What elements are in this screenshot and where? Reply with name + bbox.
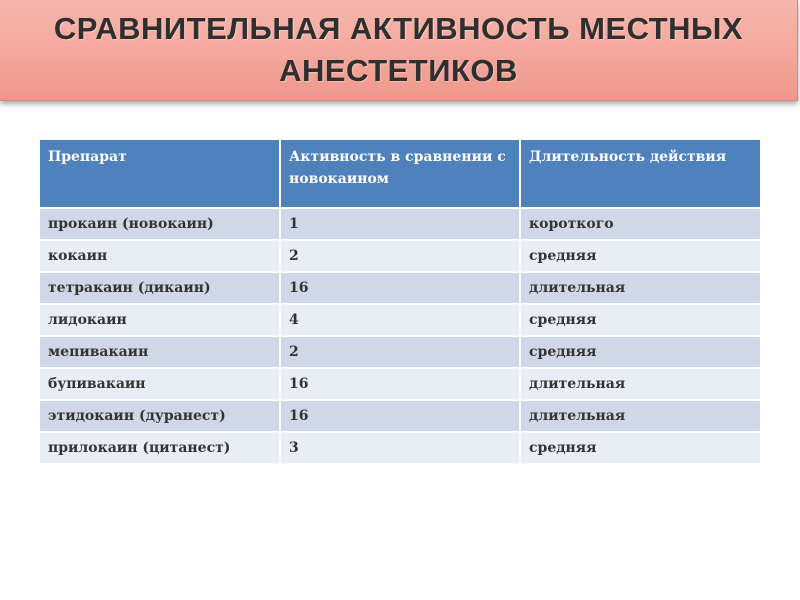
cell-drug: прилокаин (цитанест): [40, 432, 280, 464]
cell-duration: длительная: [520, 400, 760, 432]
table-row: [40, 336, 760, 368]
cell-activity: 4: [280, 304, 520, 336]
cell-drug: тетракаин (дикаин): [40, 272, 280, 304]
table-row: [40, 208, 760, 240]
table-row: [40, 400, 760, 432]
cell-duration: длительная: [520, 272, 760, 304]
table-row: [40, 304, 760, 336]
cell-activity: 2: [280, 336, 520, 368]
header-duration: Длительность действия: [520, 140, 760, 208]
cell-drug: кокаин: [40, 240, 280, 272]
table-row: [40, 240, 760, 272]
cell-drug: бупивакаин: [40, 368, 280, 400]
cell-activity: 16: [280, 272, 520, 304]
cell-activity: 1: [280, 208, 520, 240]
cell-duration: короткого: [520, 208, 760, 240]
cell-drug: этидокаин (дуранест): [40, 400, 280, 432]
table-row: [40, 432, 760, 464]
table-row: [40, 368, 760, 400]
title-banner: [0, 0, 798, 101]
header-activity: Активность в сравнении с новокаином: [280, 140, 520, 208]
cell-duration: средняя: [520, 304, 760, 336]
anesthetics-table: [40, 140, 760, 465]
cell-duration: длительная: [520, 368, 760, 400]
cell-activity: 16: [280, 368, 520, 400]
table-header-row: [40, 140, 760, 208]
cell-duration: средняя: [520, 432, 760, 464]
slide-title: СРАВНИТЕЛЬНАЯ АКТИВНОСТЬ МЕСТНЫХ АНЕСТЕТИКОВ: [53, 11, 744, 88]
table-row: [40, 272, 760, 304]
table-container: [40, 140, 760, 465]
cell-duration: средняя: [520, 240, 760, 272]
header-drug: Препарат: [40, 140, 280, 208]
cell-activity: 16: [280, 400, 520, 432]
cell-duration: средняя: [520, 336, 760, 368]
cell-activity: 3: [280, 432, 520, 464]
cell-activity: 2: [280, 240, 520, 272]
cell-drug: мепивакаин: [40, 336, 280, 368]
cell-drug: прокаин (новокаин): [40, 208, 280, 240]
cell-drug: лидокаин: [40, 304, 280, 336]
